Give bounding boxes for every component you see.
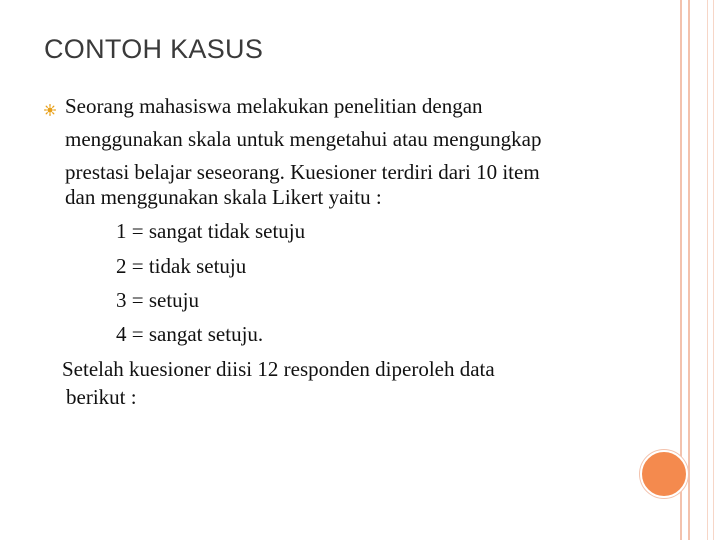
scale-item: 2 = tidak setuju (116, 254, 247, 278)
paragraph-line: prestasi belajar seseorang. Kuesioner terdiri dari 10 item (65, 160, 540, 184)
slide-title: CONTOH KASUS (44, 34, 264, 64)
sun-bullet-icon (44, 104, 56, 116)
scale-item: 1 = sangat tidak setuju (116, 219, 306, 243)
scale-item: 4 = sangat setuju. (116, 322, 264, 346)
decorative-line (688, 0, 690, 540)
paragraph-line: dan menggunakan skala Likert yaitu : (65, 185, 382, 209)
decorative-circle (640, 450, 688, 498)
decorative-line (713, 0, 714, 540)
paragraph-line: Seorang mahasiswa melakukan penelitian dengan (65, 94, 483, 118)
scale-item: 3 = setuju (116, 288, 200, 312)
closing-line: berikut : (66, 385, 137, 409)
closing-line: Setelah kuesioner diisi 12 responden diperoleh data (62, 357, 495, 381)
paragraph-line: menggunakan skala untuk mengetahui atau mengungkap (65, 127, 542, 151)
decorative-line (707, 0, 708, 540)
